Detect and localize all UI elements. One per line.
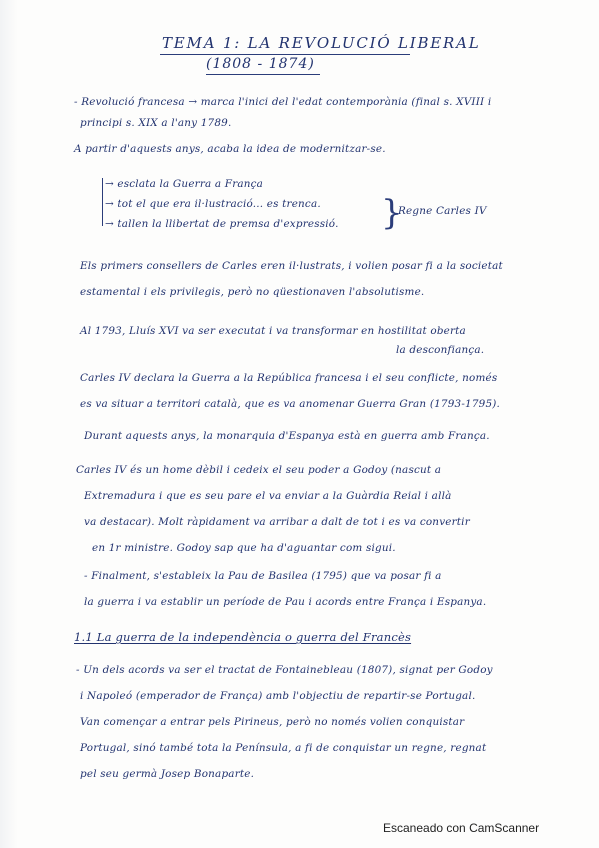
- text-line: pel seu germà Josep Bonaparte.: [80, 768, 255, 780]
- text-line: - Un dels acords va ser el tractat de Fontainebleau (1807), signat per Godoy: [76, 664, 493, 676]
- text-line: Extremadura i que es seu pare el va enviar a la Guàrdia Reial i allà: [84, 490, 452, 502]
- reign-label: Regne Carles IV: [398, 205, 487, 217]
- title-underline: [160, 54, 410, 55]
- text-line: es va situar a territori català, que es va anomenar Guerra Gran (1793-1795).: [80, 398, 501, 410]
- scanner-watermark: Escaneado con CamScanner: [383, 821, 540, 835]
- text-line: en 1r ministre. Godoy sap que ha d'aguantar com sigui.: [92, 542, 396, 554]
- page-title: TEMA 1: LA REVOLUCIÓ LIBERAL: [162, 34, 481, 52]
- text-line: Van començar a entrar pels Pirineus, però no només volien conquistar: [80, 716, 465, 728]
- section-heading: 1.1 La guerra de la independència o guerra del Francès: [74, 630, 412, 644]
- page-subtitle-dates: (1808 - 1874): [206, 56, 315, 72]
- text-line: la desconfiança.: [396, 344, 485, 356]
- dates-underline: [206, 74, 320, 75]
- text-line: va destacar). Molt ràpidament va arribar a dalt de tot i es va convertir: [84, 516, 470, 528]
- curly-brace: }: [381, 193, 403, 233]
- text-line: - Finalment, s'estableix la Pau de Basilea (1795) que va posar fi a: [84, 570, 442, 582]
- text-line: Carles IV declara la Guerra a la República francesa i el seu conflicte, només: [80, 372, 498, 384]
- text-line: A partir d'aquests anys, acaba la idea de modernitzar-se.: [74, 143, 386, 155]
- text-line: Els primers consellers de Carles eren il·lustrats, i volien posar fi a la societat: [80, 260, 503, 272]
- text-line: Durant aquests anys, la monarquia d'Espanya està en guerra amb França.: [84, 430, 490, 442]
- text-line: Carles IV és un home dèbil i cedeix el seu poder a Godoy (nascut a: [76, 464, 442, 476]
- text-line: i Napoleó (emperador de França) amb l'objectiu de repartir-se Portugal.: [80, 690, 476, 702]
- text-line: Al 1793, Lluís XVI va ser executat i va transformar en hostilitat oberta: [80, 325, 466, 337]
- list-item: → esclata la Guerra a França: [105, 178, 264, 190]
- list-item: → tallen la llibertat de premsa d'expressió.: [105, 218, 339, 230]
- list-bracket: [102, 178, 103, 226]
- text-line: la guerra i va establir un període de Pau i acords entre França i Espanya.: [84, 596, 487, 608]
- text-line: - Revolució francesa → marca l'inici del l'edat contemporània (final s. XVIII i: [74, 96, 492, 108]
- text-line: principi s. XIX a l'any 1789.: [80, 117, 232, 129]
- list-item: → tot el que era il·lustració... es trenca.: [105, 198, 321, 210]
- text-line: Portugal, sinó també tota la Península, a fi de conquistar un regne, regnat: [80, 742, 487, 754]
- text-line: estamental i els privilegis, però no qüestionaven l'absolutisme.: [80, 286, 425, 298]
